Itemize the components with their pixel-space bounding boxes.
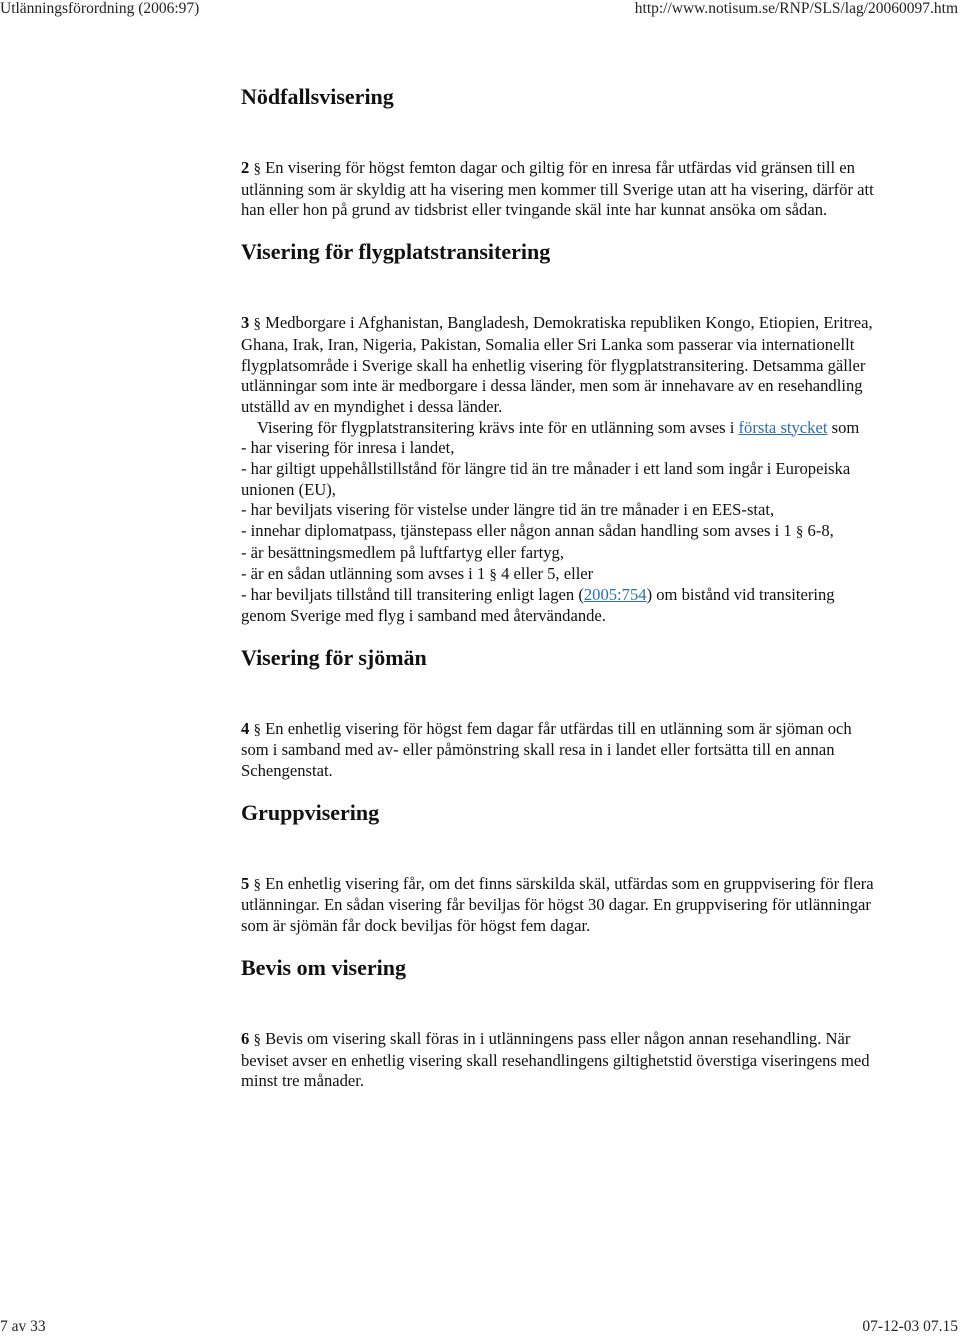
section-heading: Nödfallsvisering: [241, 84, 394, 109]
paragraph-5: [241, 874, 881, 937]
paragraph-number: 5: [241, 873, 250, 893]
paragraph-6: [241, 1029, 881, 1092]
section-flygplatstransitering: [241, 235, 881, 627]
paragraph-text: Bevis om visering skall föras in i utlänningens pass eller någon annan resehandling. När beviset avser en enhetlig visering skall resehandlingens giltighetstid överstiga viseringens med minst tre månader.: [241, 1028, 870, 1091]
paragraph-sign-icon: §: [253, 316, 261, 333]
page-counter: 7 av 33: [0, 1318, 46, 1335]
section-gruppvisering: [241, 796, 881, 937]
section-heading: Visering för flygplatstransitering: [241, 239, 551, 265]
paragraph-sign-icon: §: [253, 876, 261, 893]
list-item: - är besättningsmedlem på luftfartyg eller fartyg,: [241, 542, 564, 562]
paragraph-sign-icon: §: [253, 1031, 261, 1048]
paragraph-text: En enhetlig visering får, om det finns särskilda skäl, utfärdas som en gruppvisering för flera utlänningar. En sådan visering får beviljas för högst 30 dagar. En gruppvisering för utlänningar som är sjömän får dock beviljas för högst fem dagar.: [241, 873, 874, 936]
paragraph-sign-icon: §: [795, 524, 804, 541]
paragraph-number: 3: [241, 313, 250, 333]
section-nodfallsvisering: [241, 80, 881, 221]
list-item: - innehar diplomatpass, tjänstepass eller någon annan sådan handling som avses i 1 § 6-8,: [241, 521, 834, 541]
forsta-stycket-link[interactable]: första stycket: [738, 417, 828, 437]
page-header: [0, 0, 960, 22]
source-url[interactable]: http://www.notisum.se/RNP/SLS/lag/20060097.htm: [634, 0, 958, 17]
paragraph-sign-icon: §: [253, 721, 261, 738]
lag-2005-754-link[interactable]: 2005:754: [583, 585, 647, 605]
print-timestamp: 07-12-03 07.15: [862, 1318, 958, 1335]
paragraph-number: 2: [241, 158, 250, 177]
section-bevis-om-visering: [241, 951, 881, 1092]
list-item: - är en sådan utlänning som avses i 1 § 4 eller 5, eller: [241, 563, 594, 583]
paragraph-4: [241, 719, 881, 782]
list-item: - har beviljats visering för vistelse under längre tid än tre månader i en EES-stat,: [241, 500, 775, 520]
document-body: [241, 80, 881, 1106]
paragraph-3: [241, 313, 881, 418]
paragraph-number: 6: [241, 1028, 250, 1048]
section-heading: Visering för sjömän: [241, 644, 427, 670]
document-title: Utlänningsförordning (2006:97): [0, 0, 200, 17]
paragraph-text: En visering för högst femton dagar och giltig för en inresa får utfärdas vid gränsen till en utlänning som är skyldig att ha visering men kommer till Sverige utan att ha visering, därför att han eller hon på grund av tidsbrist eller tvingande skäl inte har kunnat ansöka om sådan.: [241, 158, 874, 220]
section-sjoman: [241, 641, 881, 782]
list-item: - har visering för inresa i landet,: [241, 438, 455, 458]
paragraph-3-second: Visering för flygplatstransitering krävs inte för en utlänning som avses i första stycket som: [257, 417, 860, 437]
paragraph-sign-icon: §: [253, 161, 261, 177]
list-item: - har giltigt uppehållstillstånd för längre tid än tre månader i ett land som ingår i Europeiska unionen (EU),: [241, 459, 851, 499]
paragraph-2: [241, 158, 881, 221]
list-item: - har beviljats tillstånd till transitering enligt lagen (2005:754) om bistånd vid transitering genom Sverige med flyg i samband med återvändande.: [241, 585, 835, 625]
paragraph-number: 4: [241, 718, 250, 738]
section-heading: Gruppvisering: [241, 799, 380, 825]
page-footer: [0, 1318, 960, 1338]
paragraph-sign-icon: §: [489, 566, 497, 583]
paragraph-text: En enhetlig visering för högst fem dagar får utfärdas till en utlänning som är sjöman och som i samband med av- eller påmönstring skall resa in i landet eller fortsätta till en annan Schengenstat.: [241, 718, 852, 781]
paragraph-text: Medborgare i Afghanistan, Bangladesh, Demokratiska republiken Kongo, Etiopien, Eritrea, Ghana, Irak, Iran, Nigeria, Pakistan, Somalia eller Sri Lanka som passerar via internationellt flygplatsområde i Sverige skall ha enhetlig visering för flygplatstransitering. Detsamma gäller utlänningar som inte är medborgare i dessa länder, men som är innehavare av en resehandling utställd av en myndighet i dessa länder.: [241, 313, 873, 416]
section-heading: Bevis om visering: [241, 954, 406, 980]
